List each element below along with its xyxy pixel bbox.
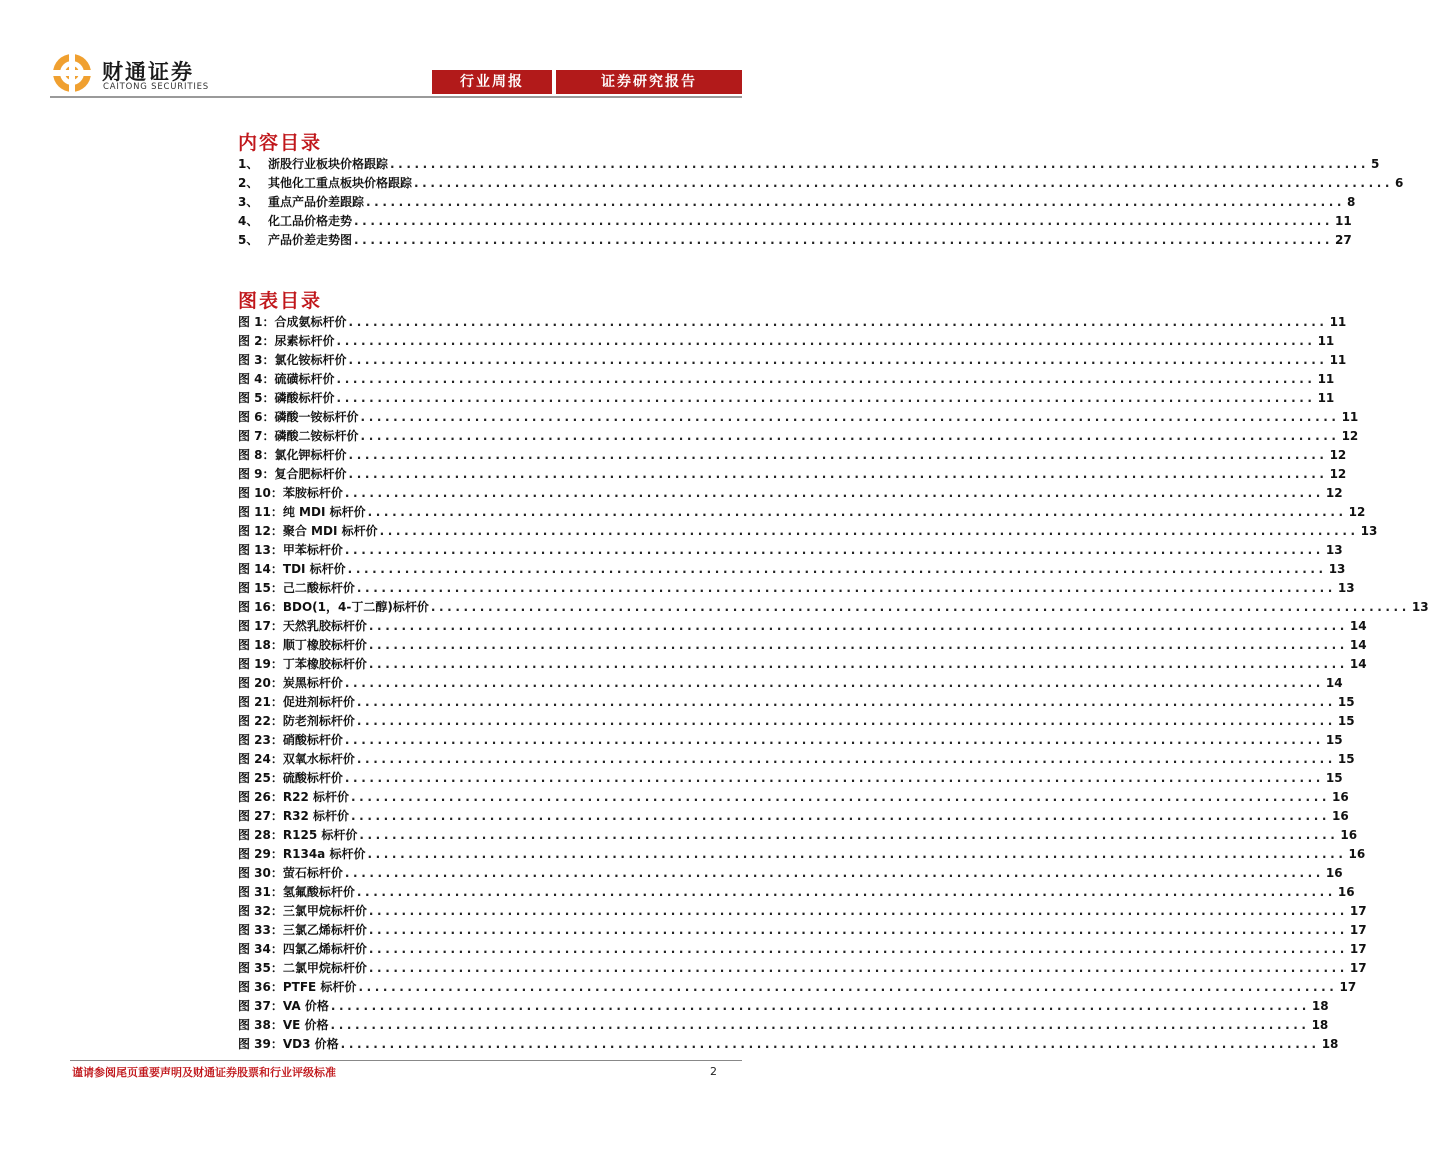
toc-dot-leader: ........................................................................................................................	[336, 334, 1316, 348]
caitong-logo	[50, 52, 250, 94]
toc-entry[interactable]	[238, 826, 1358, 845]
toc-entry-label: 图 25：硫酸标杆价	[238, 771, 343, 785]
toc-entry[interactable]	[238, 940, 1367, 959]
toc-entry-label: 图 11：纯 MDI 标杆价	[238, 505, 366, 519]
toc-dot-leader: ........................................................................................................................	[368, 619, 1348, 633]
toc-entry[interactable]	[238, 503, 1366, 522]
toc-entry[interactable]	[238, 1035, 1339, 1054]
toc-entry-label: 图 38：VE 价格	[238, 1018, 329, 1032]
toc-entry-label: 图 1：合成氨标杆价	[238, 315, 347, 329]
toc-entry-label: 图 5：磷酸标杆价	[238, 391, 335, 405]
toc-dot-leader: ........................................................................................................................	[344, 771, 1324, 785]
toc-entry-page: 12	[1325, 486, 1343, 500]
toc-entry[interactable]	[238, 883, 1355, 902]
toc-entry-label: 图 2：尿素标杆价	[238, 334, 335, 348]
toc-entry-page: 14	[1349, 619, 1367, 633]
toc-entry[interactable]	[238, 370, 1335, 389]
toc-entry-label: 图 35：二氯甲烷标杆价	[238, 961, 367, 975]
toc-dot-leader: ........................................................................................................................	[344, 733, 1324, 747]
toc-entry[interactable]	[238, 636, 1367, 655]
toc-dot-leader: ........................................................................................................................	[368, 904, 1348, 918]
toc-entry[interactable]	[238, 541, 1343, 560]
toc-entry-label: 图 26：R22 标杆价	[238, 790, 349, 804]
toc-entry-page: 14	[1349, 638, 1367, 652]
toc-entry-page: 16	[1337, 885, 1355, 899]
toc-entry-page: 17	[1349, 942, 1367, 956]
toc-entry-label: 图 19：丁苯橡胶标杆价	[238, 657, 367, 671]
toc-entry-label: 图 31：氢氟酸标杆价	[238, 885, 355, 899]
toc-entry-page: 11	[1317, 334, 1335, 348]
toc-entry[interactable]	[238, 617, 1367, 636]
toc-dot-leader: ........................................................................................................................	[351, 809, 1331, 823]
toc-entry[interactable]	[238, 598, 1429, 617]
toc-entry-page: 11	[1341, 410, 1359, 424]
toc-dot-leader: ........................................................................................................................	[348, 315, 1328, 329]
toc-entry-page: 8	[1347, 195, 1356, 209]
toc-entry-page: 27	[1335, 233, 1352, 247]
toc-entry-label: 化工品价格走势	[268, 214, 353, 228]
toc-dot-leader: ........................................................................................................................	[348, 467, 1328, 481]
footer-disclaimer: 谨请参阅尾页重要声明及财通证券股票和行业评级标准	[72, 1066, 336, 1079]
toc-entry[interactable]	[238, 446, 1347, 465]
toc-dot-leader: ........................................................................................................................	[414, 176, 1394, 190]
toc-entry-label: 其他化工重点板块价格跟踪	[268, 176, 413, 190]
toc-dot-leader: ........................................................................................................................	[348, 353, 1328, 367]
toc-entry[interactable]	[238, 788, 1349, 807]
toc-entry[interactable]	[238, 864, 1343, 883]
toc-entry[interactable]	[238, 674, 1343, 693]
toc-dot-leader: ........................................................................................................................	[344, 866, 1324, 880]
toc-dot-leader: ........................................................................................................................	[359, 828, 1339, 842]
toc-entry[interactable]	[238, 655, 1367, 674]
toc-entry-label: 图 36：PTFE 标杆价	[238, 980, 357, 994]
toc-entry[interactable]	[238, 997, 1329, 1016]
toc-entry-label: 图 39：VD3 价格	[238, 1037, 339, 1051]
toc-entry-label: 图 16：BDO(1，4-丁二醇)标杆价	[238, 600, 429, 614]
toc-entry-page: 16	[1325, 866, 1343, 880]
toc-entry[interactable]	[238, 1016, 1329, 1035]
toc-entry[interactable]	[238, 731, 1343, 750]
toc-entry-page: 15	[1337, 695, 1355, 709]
caitong-logo-icon	[50, 52, 94, 94]
toc-entry[interactable]	[238, 807, 1349, 826]
toc-entry[interactable]	[238, 693, 1355, 712]
toc-dot-leader: ........................................................................................................................	[368, 942, 1348, 956]
toc-entry-number: 1、	[238, 157, 259, 171]
toc-dot-leader: ........................................................................................................................	[344, 676, 1324, 690]
toc-dot-leader: ........................................................................................................................	[347, 562, 1327, 576]
toc-entry-page: 12	[1348, 505, 1366, 519]
toc-dot-leader: ........................................................................................................................	[344, 543, 1324, 557]
toc-dot-leader: ........................................................................................................................	[367, 847, 1347, 861]
toc-entry-number: 2、	[238, 176, 259, 190]
toc-entry-page: 15	[1325, 771, 1343, 785]
toc-entry-page: 15	[1337, 752, 1355, 766]
toc-entry[interactable]	[238, 465, 1347, 484]
toc-dot-leader: ........................................................................................................................	[344, 486, 1324, 500]
toc-dot-leader: ........................................................................................................................	[356, 752, 1336, 766]
toc-dot-leader: ........................................................................................................................	[368, 638, 1348, 652]
toc-dot-leader: ........................................................................................................................	[368, 961, 1348, 975]
toc-entry-page: 14	[1325, 676, 1343, 690]
toc-entry-label: 图 22：防老剂标杆价	[238, 714, 355, 728]
toc-entry-page: 14	[1349, 657, 1367, 671]
figures-title: 图表目录	[238, 290, 323, 312]
toc-entry-page: 18	[1311, 999, 1329, 1013]
toc-entry-page: 11	[1329, 353, 1347, 367]
toc-entry-label: 图 34：四氯乙烯标杆价	[238, 942, 367, 956]
contents-title: 内容目录	[238, 132, 323, 154]
toc-dot-leader: ........................................................................................................................	[330, 999, 1310, 1013]
report-type-tag: 行业周报	[432, 70, 552, 94]
toc-dot-leader: ........................................................................................................................	[356, 581, 1336, 595]
toc-dot-leader: ........................................................................................................................	[367, 505, 1347, 519]
toc-entry-page: 12	[1329, 467, 1347, 481]
toc-dot-leader: ........................................................................................................................	[360, 410, 1340, 424]
toc-entry[interactable]	[238, 212, 1352, 231]
toc-entry[interactable]	[238, 231, 1352, 250]
toc-entry[interactable]	[238, 978, 1357, 997]
toc-entry[interactable]	[238, 560, 1346, 579]
toc-entry[interactable]	[238, 332, 1335, 351]
toc-entry-page: 16	[1340, 828, 1358, 842]
toc-dot-leader: ........................................................................................................................	[360, 429, 1340, 443]
toc-entry[interactable]	[238, 712, 1355, 731]
toc-entry[interactable]	[238, 389, 1335, 408]
toc-entry-page: 11	[1335, 214, 1352, 228]
toc-entry-label: 图 27：R32 标杆价	[238, 809, 349, 823]
toc-entry-label: 图 15：己二酸标杆价	[238, 581, 355, 595]
toc-entry-page: 16	[1332, 809, 1349, 823]
toc-dot-leader: ........................................................................................................................	[340, 1037, 1320, 1051]
toc-entry-label: 图 23：硝酸标杆价	[238, 733, 343, 747]
toc-entry-page: 17	[1349, 961, 1367, 975]
toc-entry-page: 16	[1348, 847, 1366, 861]
toc-entry-label: 图 13：甲苯标杆价	[238, 543, 343, 557]
toc-entry-label: 图 18：顺丁橡胶标杆价	[238, 638, 367, 652]
toc-entry-label: 图 37：VA 价格	[238, 999, 329, 1013]
toc-entry-page: 13	[1411, 600, 1429, 614]
toc-entry-label: 图 29：R134a 标杆价	[238, 847, 366, 861]
toc-entry-page: 13	[1360, 524, 1378, 538]
toc-entry-label: 图 20：炭黑标杆价	[238, 676, 343, 690]
toc-entry[interactable]	[238, 522, 1378, 541]
toc-entry-page: 16	[1332, 790, 1349, 804]
toc-entry-page: 12	[1341, 429, 1359, 443]
toc-entry-label: 图 9：复合肥标杆价	[238, 467, 347, 481]
toc-dot-leader: ........................................................................................................................	[351, 790, 1331, 804]
toc-entry[interactable]	[238, 769, 1343, 788]
toc-entry[interactable]	[238, 921, 1367, 940]
page-number: 2	[710, 1065, 717, 1078]
toc-dot-leader: ........................................................................................................................	[390, 157, 1370, 171]
toc-entry[interactable]	[238, 408, 1359, 427]
toc-dot-leader: ........................................................................................................................	[379, 524, 1359, 538]
toc-entry[interactable]	[238, 351, 1347, 370]
toc-entry-label: 图 24：双氧水标杆价	[238, 752, 355, 766]
toc-entry-page: 11	[1317, 372, 1335, 386]
toc-entry-label: 重点产品价差跟踪	[268, 195, 365, 209]
toc-dot-leader: ........................................................................................................................	[366, 195, 1346, 209]
toc-entry[interactable]	[238, 845, 1366, 864]
toc-entry[interactable]	[238, 155, 1380, 174]
toc-dot-leader: ........................................................................................................................	[336, 391, 1316, 405]
toc-dot-leader: ........................................................................................................................	[368, 923, 1348, 937]
toc-entry-page: 18	[1321, 1037, 1339, 1051]
toc-dot-leader: ........................................................................................................................	[356, 885, 1336, 899]
toc-entry-label: 图 7：磷酸二铵标杆价	[238, 429, 359, 443]
toc-dot-leader: ........................................................................................................................	[356, 695, 1336, 709]
toc-entry-page: 17	[1349, 904, 1367, 918]
toc-entry-page: 13	[1325, 543, 1343, 557]
toc-entry[interactable]	[238, 579, 1355, 598]
toc-entry-page: 13	[1328, 562, 1346, 576]
toc-entry-label: 图 6：磷酸一铵标杆价	[238, 410, 359, 424]
toc-entry-label: 图 32：三氯甲烷标杆价	[238, 904, 367, 918]
toc-entry-number: 3、	[238, 195, 259, 209]
footer-divider	[70, 1060, 742, 1061]
toc-entry-number: 5、	[238, 233, 259, 247]
toc-entry[interactable]	[238, 484, 1343, 503]
toc-entry[interactable]	[238, 902, 1367, 921]
toc-entry[interactable]	[238, 193, 1356, 212]
toc-entry[interactable]	[238, 313, 1347, 332]
toc-entry-label: 图 28：R125 标杆价	[238, 828, 358, 842]
toc-entry-label: 图 30：萤石标杆价	[238, 866, 343, 880]
report-category-tag: 证券研究报告	[556, 70, 742, 94]
toc-entry[interactable]	[238, 427, 1359, 446]
toc-dot-leader: ........................................................................................................................	[368, 657, 1348, 671]
toc-entry-page: 15	[1337, 714, 1355, 728]
toc-dot-leader: ........................................................................................................................	[336, 372, 1316, 386]
toc-entry-label: 图 21：促进剂标杆价	[238, 695, 355, 709]
toc-entry-label: 图 10：苯胺标杆价	[238, 486, 343, 500]
toc-entry-label: 图 12：聚合 MDI 标杆价	[238, 524, 378, 538]
toc-entry-label: 图 33：三氯乙烯标杆价	[238, 923, 367, 937]
toc-entry-page: 17	[1349, 923, 1367, 937]
toc-dot-leader: ........................................................................................................................	[430, 600, 1410, 614]
toc-dot-leader: ........................................................................................................................	[330, 1018, 1310, 1032]
toc-entry-label: 图 17：天然乳胶标杆价	[238, 619, 367, 633]
toc-entry-page: 11	[1329, 315, 1347, 329]
toc-dot-leader: ........................................................................................................................	[354, 214, 1334, 228]
toc-dot-leader: ........................................................................................................................	[358, 980, 1338, 994]
toc-entry-label: 图 14：TDI 标杆价	[238, 562, 346, 576]
toc-entry[interactable]	[238, 959, 1367, 978]
toc-dot-leader: ........................................................................................................................	[354, 233, 1334, 247]
toc-entry-page: 15	[1325, 733, 1343, 747]
header-divider	[50, 96, 742, 98]
toc-entry-page: 18	[1311, 1018, 1329, 1032]
toc-entry[interactable]	[238, 174, 1404, 193]
toc-dot-leader: ........................................................................................................................	[356, 714, 1336, 728]
toc-entry-label: 图 3：氯化铵标杆价	[238, 353, 347, 367]
toc-entry-number: 4、	[238, 214, 259, 228]
toc-entry-label: 图 8：氯化钾标杆价	[238, 448, 347, 462]
toc-entry-label: 图 4：硫磺标杆价	[238, 372, 335, 386]
toc-entry-page: 5	[1371, 157, 1380, 171]
logo-english-name: CAITONG SECURITIES	[103, 82, 209, 92]
toc-entry[interactable]	[238, 750, 1355, 769]
toc-entry-label: 浙股行业板块价格跟踪	[268, 157, 389, 171]
report-header	[0, 0, 827, 100]
toc-entry-page: 11	[1317, 391, 1335, 405]
toc-entry-label: 产品价差走势图	[268, 233, 353, 247]
toc-entry-page: 6	[1395, 176, 1404, 190]
toc-entry-page: 17	[1339, 980, 1357, 994]
toc-dot-leader: ........................................................................................................................	[348, 448, 1328, 462]
toc-entry-page: 13	[1337, 581, 1355, 595]
toc-entry-page: 12	[1329, 448, 1347, 462]
logo-chinese-name: 财通证券	[102, 60, 194, 84]
